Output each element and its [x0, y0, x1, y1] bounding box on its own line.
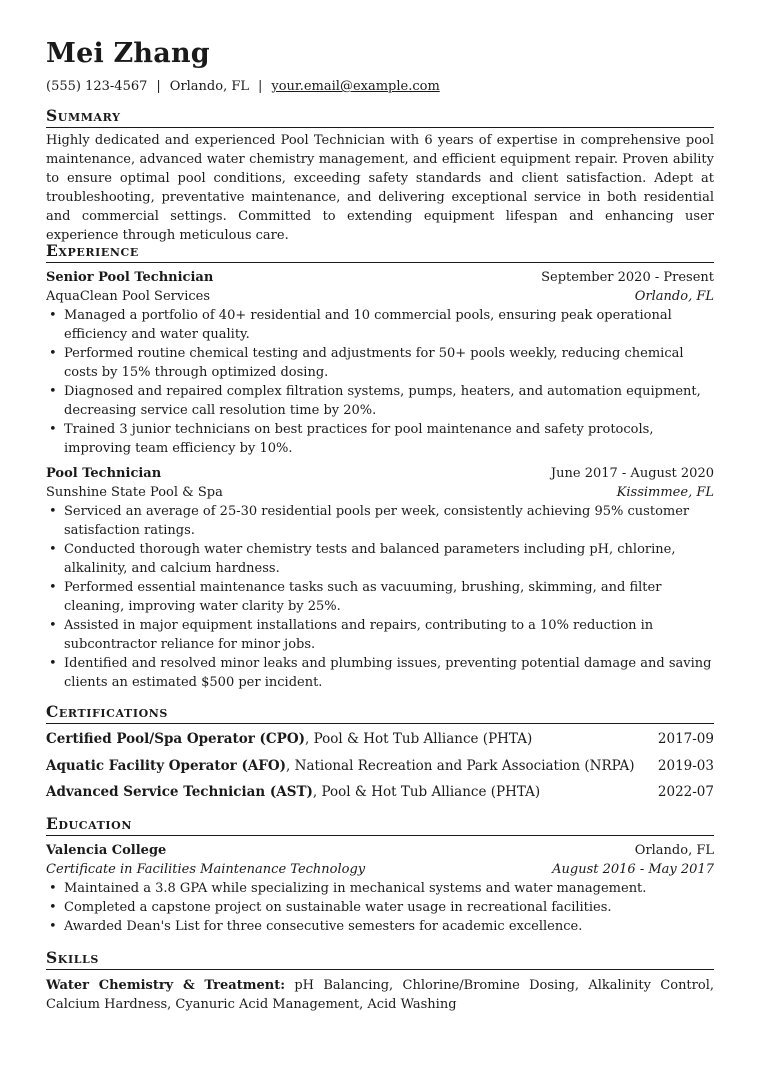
list-item: • Trained 3 junior technicians on best practices for pool maintenance and safety protocols, improving team efficiency by 10%. — [46, 420, 714, 458]
skills-category: Water Chemistry & Treatment: — [46, 978, 285, 993]
job-location: Kissimmee, FL — [616, 485, 714, 500]
job-company-row — [46, 483, 714, 502]
certification-name: Certified Pool/Spa Operator (CPO) — [46, 731, 305, 747]
list-item: • Serviced an average of 25-30 residential pools per week, consistently achieving 95% customer satisfaction ratings. — [46, 502, 714, 540]
education-entry — [46, 841, 714, 936]
certification-row — [46, 726, 714, 753]
certification-date: 2017-09 — [657, 731, 714, 747]
job-entry — [46, 268, 714, 458]
list-item: • Managed a portfolio of 40+ residential and 10 commercial pools, ensuring peak operational efficiency and water quality. — [46, 306, 714, 344]
job-bullets — [46, 502, 714, 692]
experience-heading: Experience — [46, 241, 714, 263]
education-school-row — [46, 841, 714, 860]
list-item: • Performed essential maintenance tasks such as vacuuming, brushing, skimming, and filter cleaning, improving water clarity by 25%. — [46, 578, 714, 616]
certification-text — [46, 753, 635, 780]
list-item: • Conducted thorough water chemistry tests and balanced parameters including pH, chlorine, alkalinity, and calcium hardness. — [46, 540, 714, 578]
school-name: Valencia College — [46, 843, 167, 858]
certification-date: 2019-03 — [657, 757, 714, 774]
education-dates: August 2016 - May 2017 — [552, 862, 714, 877]
list-item: • Diagnosed and repaired complex filtration systems, pumps, heaters, and automation equipment, decreasing service call resolution time by 20%. — [46, 382, 714, 420]
location: Orlando, FL — [169, 79, 249, 94]
certification-issuer: , Pool & Hot Tub Alliance (PHTA) — [312, 784, 541, 800]
education-program-row — [46, 860, 714, 879]
certification-row — [46, 779, 714, 806]
list-item: • Maintained a 3.8 GPA while specializing in mechanical systems and water management. — [46, 879, 714, 898]
skills-heading: Skills — [46, 948, 714, 970]
certification-issuer: , National Recreation and Park Association (NRPA) — [286, 757, 635, 774]
job-title-row — [46, 268, 714, 287]
certifications-list — [46, 726, 714, 806]
education-section — [46, 814, 714, 936]
job-company: Sunshine State Pool & Spa — [46, 485, 223, 500]
certification-issuer: , Pool & Hot Tub Alliance (PHTA) — [304, 731, 533, 747]
certification-name: Aquatic Facility Operator (AFO) — [46, 757, 287, 774]
program-name: Certificate in Facilities Maintenance Technology — [46, 862, 366, 877]
contact-line — [46, 78, 440, 95]
phone-number: (555) 123-4567 — [46, 79, 148, 94]
certification-row — [46, 753, 714, 780]
job-location: Orlando, FL — [634, 289, 714, 304]
job-entry — [46, 464, 714, 692]
certification-name: Advanced Service Technician (AST) — [46, 784, 313, 800]
summary-heading: Summary — [46, 106, 714, 128]
job-title-row — [46, 464, 714, 483]
job-bullets — [46, 306, 714, 458]
job-company-row — [46, 287, 714, 306]
job-dates: June 2017 - August 2020 — [550, 466, 714, 481]
candidate-name: Mei Zhang — [46, 38, 210, 69]
certification-date: 2022-07 — [657, 784, 714, 800]
education-bullets — [46, 879, 714, 936]
skills-line — [46, 976, 714, 1014]
summary-text: Highly dedicated and experienced Pool Technician with 6 years of expertise in comprehensive pool maintenance, advanced water chemistry management, and efficient equipment repair. Proven ability to ensure optimal pool conditions, exceeding safety standards and client satisfaction. Adept at troubleshooting, preventative maintenance, and delivering exceptional service in both residential and commercial settings. Committed to extending equipment lifespan and enhancing user experience through meticulous care. — [46, 133, 714, 243]
job-dates: September 2020 - Present — [541, 270, 714, 285]
experience-section — [46, 241, 714, 692]
list-item: • Completed a capstone project on sustainable water usage in recreational facilities. — [46, 898, 714, 917]
certification-text — [46, 779, 540, 806]
list-item: • Assisted in major equipment installations and repairs, contributing to a 10% reduction in subcontractor reliance for minor jobs. — [46, 616, 714, 654]
job-title: Senior Pool Technician — [46, 270, 214, 285]
contact-separator: | — [156, 79, 161, 94]
education-heading: Education — [46, 814, 714, 836]
job-company: AquaClean Pool Services — [46, 289, 211, 304]
list-item: • Awarded Dean's List for three consecutive semesters for academic excellence. — [46, 917, 714, 936]
email-link[interactable]: your.email@example.com — [271, 79, 440, 94]
skills-section — [46, 948, 714, 1014]
certifications-section — [46, 702, 714, 806]
skills-list: pH Balancing, Chlorine/Bromine Dosing, Alkalinity Control, Calcium Hardness, Cyanuric Acid Management, Acid Washing — [46, 978, 714, 1012]
contact-separator: | — [258, 79, 263, 94]
list-item: • Identified and resolved minor leaks and plumbing issues, preventing potential damage and saving clients an estimated $500 per incident. — [46, 654, 714, 692]
school-location: Orlando, FL — [634, 843, 714, 858]
certifications-heading: Certifications — [46, 702, 714, 724]
summary-section — [46, 106, 714, 245]
job-title: Pool Technician — [46, 466, 162, 481]
certification-text — [46, 726, 532, 753]
list-item: • Performed routine chemical testing and adjustments for 50+ pools weekly, reducing chemical costs by 15% through optimized dosing. — [46, 344, 714, 382]
